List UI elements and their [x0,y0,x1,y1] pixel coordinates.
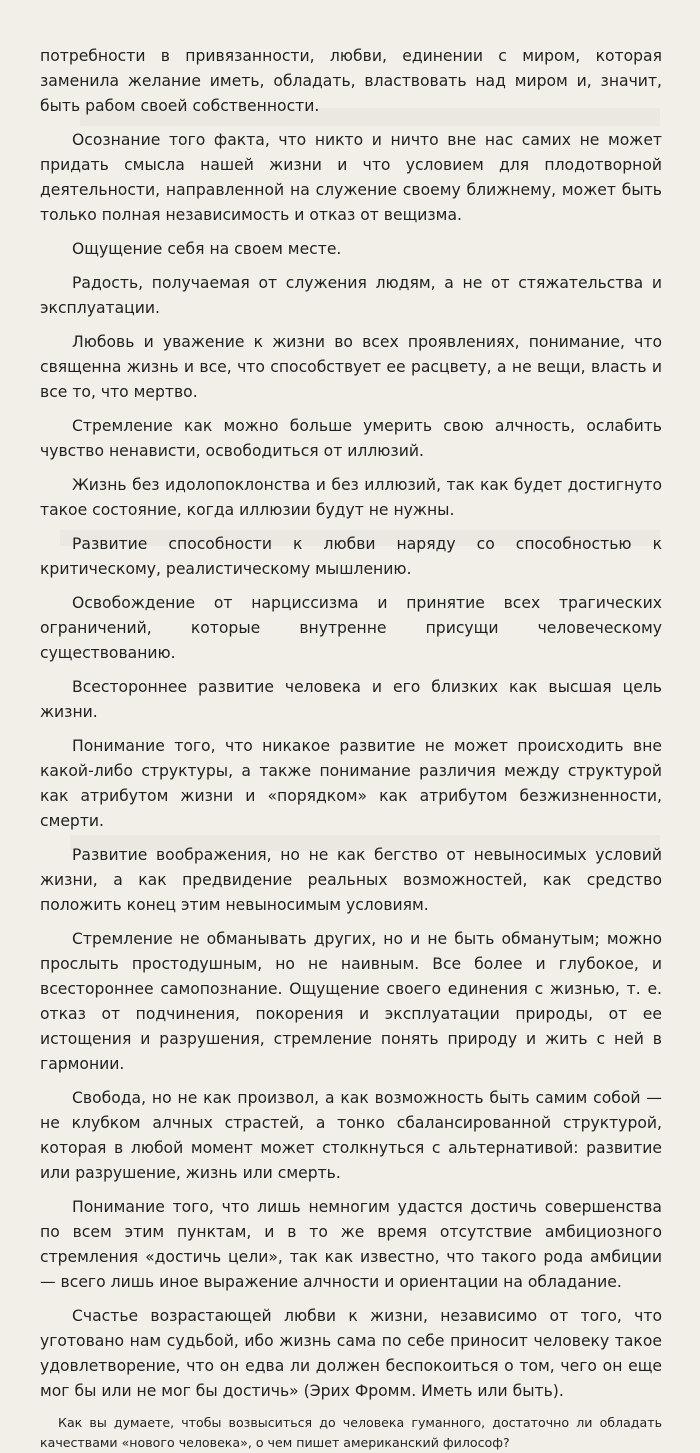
paragraph: Развитие способности к любви наряду со способностью к критическому, реалистическому мышлению. [40,535,662,578]
page-text [40,44,662,1453]
discussion-question: Как вы думаете, чтобы возвыситься до человека гуманного, достаточно ли обладать качествами «нового человека», о чем пишет американский философ? [40,1415,662,1450]
paragraph: потребности в привязанности, любви, единении с миром, которая заменила желание иметь, обладать, властвовать над миром и, значит, быть рабом своей собственности. [40,47,662,115]
paragraph: Жизнь без идолопоклонства и без иллюзий, так как будет достигнуто такое состояние, когда иллюзии будут не нужны. [40,476,662,519]
paragraph: Ощущение себя на своем месте. [72,240,342,258]
paragraph: Счастье возрастающей любви к жизни, независимо от того, что уготовано нам судьбой, ибо жизнь сама по себе приносит человеку такое удовлетворение, что он едва ли должен беспокоиться о том, чего он еще мог бы или не мог бы достичь» (Эрих Фромм. Иметь или быть). [40,1307,662,1400]
paragraph: Всестороннее развитие человека и его близких как высшая цель жизни. [40,678,662,721]
paragraph: Стремление не обманывать других, но и не быть обманутым; можно прослыть простодушным, но не наивным. Все более и глубокое, и всестороннее самопознание. Ощущение своего единения с жизнью, т. е. отказ от подчинения, покорения и эксплуатации природы, от ее истощения и разрушения, стремление понять природу и жить с ней в гармонии. [40,930,662,1073]
paragraph: Освобождение от нарциссизма и принятие всех трагических ограничений, которые внутренне присущи человеческому существованию. [40,594,662,662]
paragraph: Радость, получаемая от служения людям, а не от стяжательства и эксплуатации. [40,274,662,317]
paragraph: Понимание того, что лишь немногим удастся достичь совершенства по всем этим пунктам, и в то же время отсутствие амбициозного стремления «достичь цели», так как известно, что такого рода амбиции — всего лишь иное выражение алчности и ориентации на обладание. [40,1198,662,1291]
paragraph: Свобода, но не как произвол, а как возможность быть самим собой — не клубком алчных страстей, а тонко сбалансированной структурой, которая в любой момент может столкнуться с альтернативой: развитие или разрушение, жизнь или смерть. [40,1089,662,1182]
paragraph: Развитие воображения, но не как бегство от невыносимых условий жизни, а как предвидение реальных возможностей, как средство положить конец этим невыносимым условиям. [40,846,662,914]
paragraph: Любовь и уважение к жизни во всех проявлениях, понимание, что священна жизнь и все, что способствует ее расцвету, а не вещи, власть и все то, что мертво. [40,333,662,401]
paragraph: Осознание того факта, что никто и ничто вне нас самих не может придать смысла нашей жизни и что условием для плодотворной деятельности, направленной на служение своему ближнему, может быть только полная независимость и отказ от вещизма. [40,131,662,224]
paragraph: Понимание того, что никакое развитие не может происходить вне какой-либо структуры, а также понимание различия между структурой как атрибутом жизни и «порядком» как атрибутом безжизненности, смерти. [40,737,662,830]
paragraph: Стремление как можно больше умерить свою алчность, ослабить чувство ненависти, освободиться от иллюзий. [40,417,662,460]
